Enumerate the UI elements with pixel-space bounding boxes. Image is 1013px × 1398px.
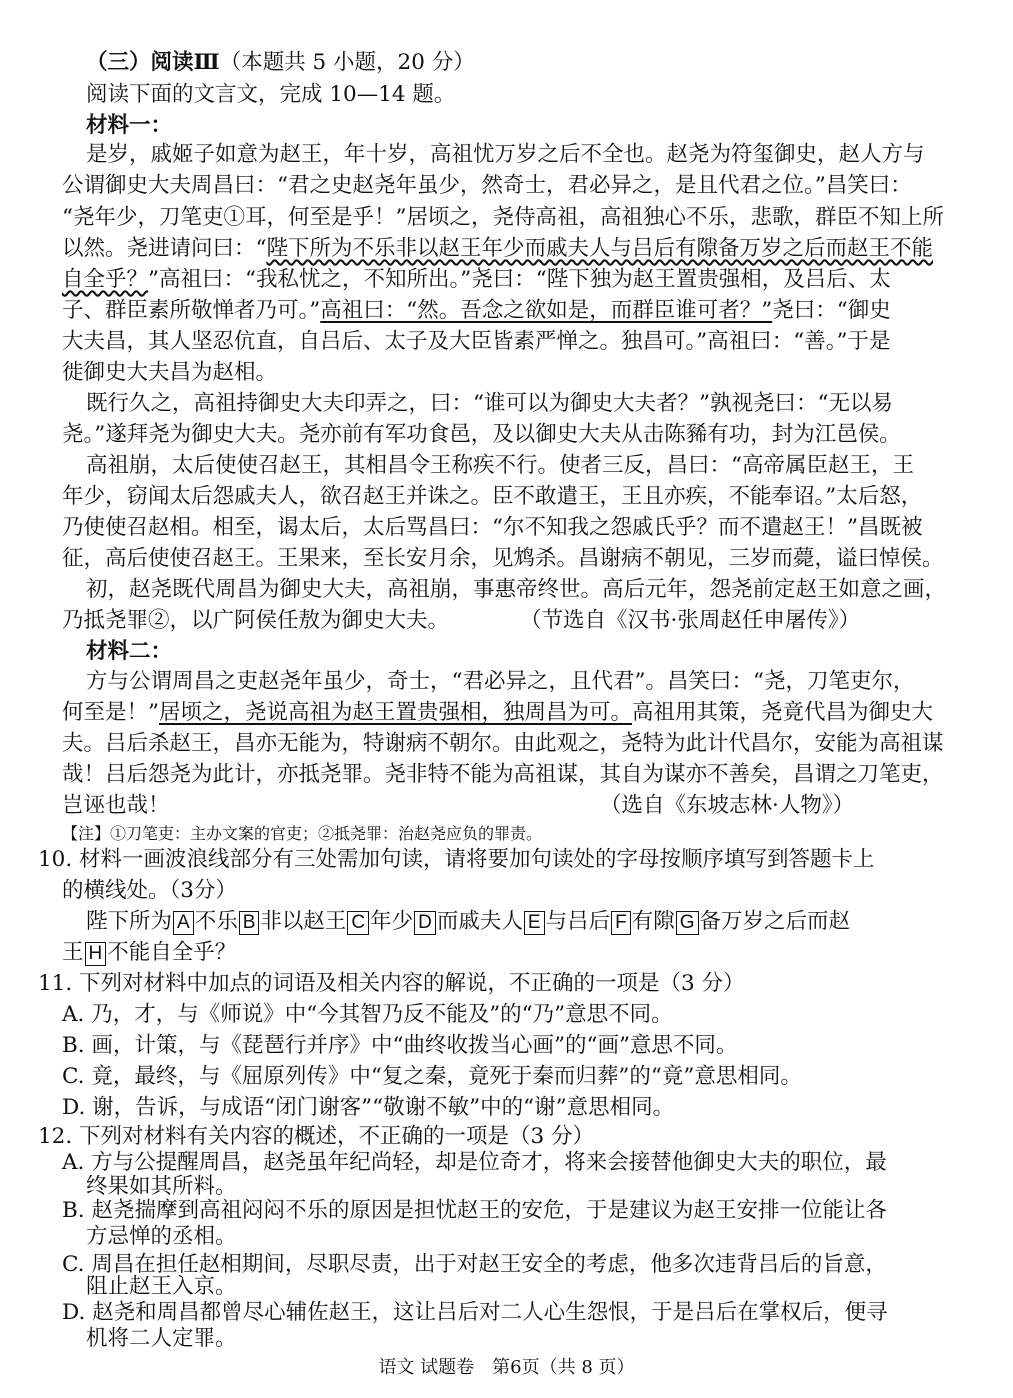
m1-line-16: 乃抵尧罪②，以广阿侯任敖为御史大夫。 bbox=[62, 608, 450, 633]
q10-segment: 陛下所为 bbox=[86, 909, 173, 934]
q10-segment: 王 bbox=[62, 940, 84, 965]
q11-option-c[interactable]: C. 竟，最终，与《屈原列传》中“复之秦，竟死于秦而归葬”的“竟”意思相同。 bbox=[62, 1064, 802, 1089]
q10-segment: 有隙 bbox=[631, 909, 675, 934]
letter-box-f[interactable]: F bbox=[611, 911, 631, 935]
m2-line-5: 岂诬也哉！ bbox=[62, 793, 170, 818]
section-title: 阅读Ⅲ bbox=[150, 50, 220, 75]
m1-line-9: 既行久之，高祖持御史大夫印弄之，曰：“谁可以为御史大夫者？”孰视尧曰：“无以易 bbox=[86, 391, 893, 416]
material2-heading: 材料二： bbox=[86, 639, 173, 664]
material1-source: （节选自《汉书·张周赵任申屠传》） bbox=[520, 608, 861, 633]
m1-line-5 bbox=[62, 265, 891, 294]
q10-segment: 非以赵王 bbox=[260, 909, 347, 934]
m1-line-4-a: 以然。尧进请问曰：“ bbox=[62, 236, 267, 261]
q12-stem: 12. 下列对材料有关内容的概述，不正确的一项是（3 分） bbox=[38, 1124, 595, 1149]
m1-line-7: 大夫昌，其人坚忍伉直，自吕后、太子及大臣皆素严惮之。独昌可。”高祖曰：“善。”于是 bbox=[62, 329, 891, 354]
underlined-sentence-2: 居顷之，尧说高祖为赵王置贵强相，独周昌为可。 bbox=[159, 700, 633, 725]
q12-option-a[interactable]: A. 方与公提醒周昌，赵尧虽年纪尚轻，却是位奇才，将来会接替他御史大夫的职位，最 bbox=[62, 1150, 887, 1175]
letter-box-g[interactable]: G bbox=[676, 911, 699, 935]
section-instruction: 阅读下面的文言文，完成 10—14 题。 bbox=[86, 82, 456, 107]
q12-option-d[interactable]: D. 赵尧和周昌都曾尽心辅佐赵王，这让吕后对二人心生怨恨，于是吕后在掌权后，便寻 bbox=[62, 1300, 888, 1325]
m1-line-4 bbox=[62, 234, 933, 263]
m2-line-1: 方与公谓周昌之吏赵尧年虽少，奇士，“君必异之，且代君”。昌笑曰：“尧，刀笔吏尔， bbox=[86, 669, 915, 694]
page-footer: 语文 试题卷 第6页（共 8 页） bbox=[378, 1357, 635, 1378]
section-info: （本题共 5 小题，20 分） bbox=[219, 50, 475, 75]
section-number: （三） bbox=[86, 50, 151, 75]
letter-box-h[interactable]: H bbox=[85, 942, 107, 966]
q12-option-d-cont: 机将二人定罪。 bbox=[86, 1326, 237, 1351]
q10-segment: 而戚夫人 bbox=[436, 909, 523, 934]
letter-box-d[interactable]: D bbox=[414, 911, 436, 935]
m1-line-13: 乃使使召赵相。相至，谒太后，太后骂昌曰：“尔不知我之怨戚氏乎？而不遣赵王！”昌既被 bbox=[62, 515, 923, 540]
q10-sentence-line-2 bbox=[62, 938, 236, 967]
m2-line-2-a: 何至是！” bbox=[62, 700, 159, 725]
letter-box-a[interactable]: A bbox=[173, 911, 194, 935]
q11-stem: 11. 下列对材料中加点的词语及相关内容的解说，不正确的一项是（3 分） bbox=[38, 971, 745, 996]
m1-line-2: 公谓御史大夫周昌曰：“君之史赵尧年虽少，然奇士，君必异之，是且代君之位。”昌笑曰： bbox=[62, 173, 912, 198]
q10-sentence-line-1 bbox=[86, 907, 850, 936]
letter-box-b[interactable]: B bbox=[239, 911, 260, 935]
section-header bbox=[86, 48, 475, 77]
m1-line-3: “尧年少，刀笔吏①耳，何至是乎！”居顷之，尧侍高祖，高祖独心不乐，悲歌，群臣不知上所 bbox=[62, 205, 944, 230]
m1-line-8: 徙御史大夫昌为赵相。 bbox=[62, 360, 278, 385]
m2-line-2-c: 高祖用其策，尧竟代昌为御史大 bbox=[632, 700, 934, 725]
m1-line-5-b: ”高祖曰：“我私忧之，不知所出。”尧曰：“陛下独为赵王置贵强相，及吕后、太 bbox=[148, 267, 891, 292]
m1-line-12: 年少，窃闻太后怨戚夫人，欲召赵王并诛之。臣不敢遣王，王且亦疾，不能奉诏。”太后怒， bbox=[62, 484, 923, 509]
q10-stem-line-2: 的横线处。（3分） bbox=[62, 878, 237, 903]
m1-line-11: 高祖崩，太后使使召赵王，其相昌令王称疾不行。使者三反，昌曰：“高帝属臣赵王，王 bbox=[86, 453, 914, 478]
underlined-sentence-1: 高祖曰：“然。吾念之欲如是，而群臣谁可者？” bbox=[320, 298, 773, 323]
q12-option-b-cont: 方忌惮的丞相。 bbox=[86, 1224, 237, 1249]
q11-option-a[interactable]: A. 乃，才，与《师说》中“今其智乃反不能及”的“乃”意思不同。 bbox=[62, 1002, 673, 1027]
m2-line-3: 夫。吕后杀赵王，昌亦无能为，特谢病不朝尔。由此观之，尧特为此计代昌尔，安能为高祖谋 bbox=[62, 731, 944, 756]
q10-segment: 年少 bbox=[370, 909, 414, 934]
q10-segment: 不能自全乎？ bbox=[107, 940, 237, 965]
wavy-line-text-1: 陛下所为不乐非以赵王年少而戚夫人与吕后有隙备万岁之后而赵王不能 bbox=[266, 236, 934, 261]
m2-line-4: 哉！吕后怨尧为此计，亦抵尧罪。尧非特不能为高祖谋，其自为谋亦不善矣，昌谓之刀笔吏， bbox=[62, 762, 944, 787]
material2-source: （选自《东坡志林·人物》） bbox=[600, 793, 855, 818]
material1-heading: 材料一： bbox=[86, 113, 173, 138]
q11-option-d[interactable]: D. 谢，告诉，与成语“闭门谢客”“敬谢不敏”中的“谢”意思相同。 bbox=[62, 1095, 675, 1120]
m1-line-10: 尧。”遂拜尧为御史大夫。尧亦前有军功食邑，及以御史大夫从击陈豨有功，封为江邑侯。 bbox=[62, 422, 901, 447]
q12-option-a-cont: 终果如其所料。 bbox=[86, 1174, 237, 1199]
letter-box-e[interactable]: E bbox=[524, 911, 545, 935]
letter-box-c[interactable]: C bbox=[347, 911, 369, 935]
q10-segment: 备万岁之后而赵 bbox=[699, 909, 851, 934]
q12-option-b[interactable]: B. 赵尧揣摩到高祖闷闷不乐的原因是担忧赵王的安危，于是建议为赵王安排一位能让各 bbox=[62, 1198, 887, 1223]
m1-line-14: 征，高后使使召赵王。王果来，至长安月余，见鸩杀。昌谢病不朝见，三岁而薨，谥曰悼侯。 bbox=[62, 546, 944, 571]
q12-option-c[interactable]: C. 周昌在担任赵相期间，尽职尽责，出于对赵王安全的考虑，他多次违背吕后的旨意， bbox=[62, 1252, 887, 1277]
q11-option-b[interactable]: B. 画，计策，与《琵琶行并序》中“曲终收拨当心画”的“画”意思不同。 bbox=[62, 1033, 738, 1058]
m1-line-6-c: 尧曰：“御史 bbox=[772, 298, 891, 323]
footnote: 【注】①刀笔吏：主办文案的官吏；②抵尧罪：治赵尧应负的罪责。 bbox=[62, 824, 543, 843]
m1-line-6-a: 子、群臣素所敬惮者乃可。” bbox=[62, 298, 321, 323]
q12-option-c-cont: 阻止赵王入京。 bbox=[86, 1274, 237, 1299]
m2-line-2 bbox=[62, 698, 933, 727]
m1-line-15: 初，赵尧既代周昌为御史大夫，高祖崩，事惠帝终世。高后元年，怨尧前定赵王如意之画， bbox=[86, 577, 947, 602]
m1-line-1: 是岁，戚姬子如意为赵王，年十岁，高祖忧万岁之后不全也。赵尧为符玺御史，赵人方与 bbox=[86, 142, 925, 167]
m1-line-6 bbox=[62, 296, 891, 325]
q10-segment: 与吕后 bbox=[545, 909, 611, 934]
q10-stem-line-1: 10. 材料一画波浪线部分有三处需加句读，请将要加句读处的字母按顺序填写到答题卡上 bbox=[38, 847, 875, 872]
wavy-line-text-2: 自全乎？ bbox=[62, 267, 149, 292]
q10-segment: 不乐 bbox=[194, 909, 238, 934]
